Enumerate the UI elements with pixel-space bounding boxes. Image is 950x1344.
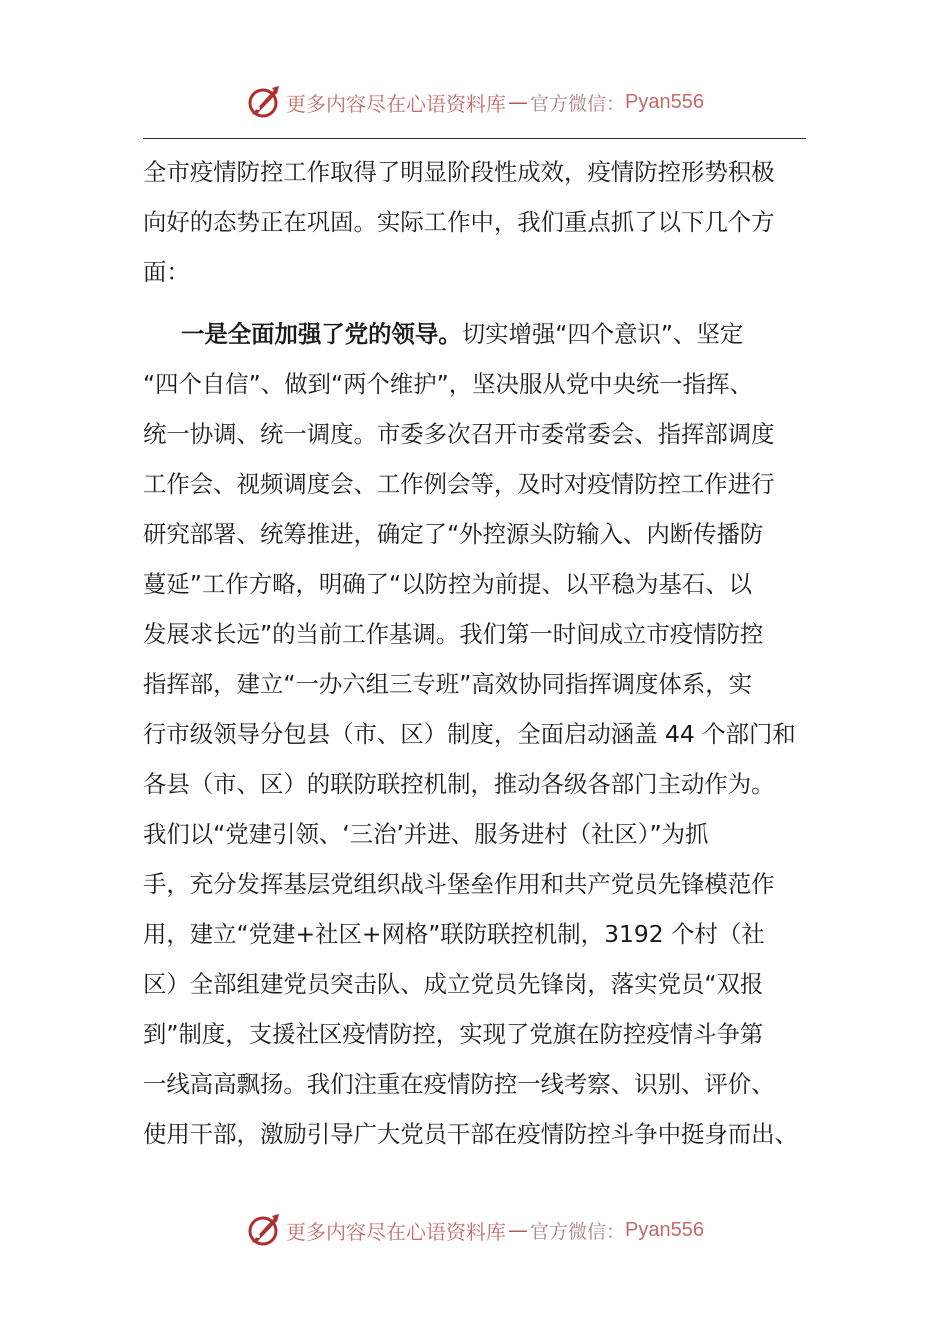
quill-pen-logo-icon — [246, 1212, 282, 1248]
paragraph-gap — [143, 297, 807, 309]
text-line: 发展求长远”的当前工作基调。我们第一时间成立市疫情防控 — [143, 620, 764, 648]
header-wechat-label: 官方微信： — [530, 92, 626, 115]
quill-pen-logo-icon — [246, 84, 282, 120]
text-line: 统一协调、统一调度。市委多次召开市委常委会、指挥部调度 — [143, 420, 775, 448]
header-divider — [143, 138, 806, 139]
section-heading: 一是全面加强了党的领导。 — [181, 320, 462, 348]
text-line: 面： — [143, 258, 190, 286]
footer-wechat-id: Pyan556 — [625, 1218, 704, 1241]
header-dash: — — [508, 90, 528, 114]
text-segment: 切实增强“四个意识”、坚定 — [461, 320, 744, 348]
text-line: 向好的态势正在巩固。实际工作中，我们重点抓了以下几个方 — [143, 208, 775, 236]
document-body — [143, 147, 807, 1159]
text-line: 全市疫情防控工作取得了明显阶段性成效，疫情防控形势积极 — [143, 158, 775, 186]
footer-wechat-label: 官方微信： — [530, 1220, 626, 1243]
text-line: 我们以“党建引领、‘三治’并进、服务进村（社区）”为抓 — [143, 820, 709, 848]
header-banner — [0, 80, 950, 124]
text-line: 工作会、视频调度会、工作例会等，及时对疫情防控工作进行 — [143, 470, 775, 498]
text-line: 区）全部组建党员突击队、成立党员先锋岗，落实党员“双报 — [143, 970, 764, 998]
header-wechat-id: Pyan556 — [625, 90, 704, 113]
footer-slogan: 更多内容尽在心语资料库 — [286, 1219, 506, 1244]
text-line: “四个自信”、做到“两个维护”，坚决服从党中央统一指挥、 — [143, 370, 753, 398]
text-line: 指挥部，建立“一办六组三专班”高效协同指挥调度体系，实 — [143, 670, 752, 698]
text-line: 行市级领导分包县（市、区）制度，全面启动涵盖 44 个部门和 — [143, 720, 796, 748]
text-line: 用，建立“党建+社区+网格”联防联控机制，3192 个村（社 — [143, 920, 765, 948]
text-line: 蔓延”工作方略，明确了“以防控为前提、以平稳为基石、以 — [143, 570, 752, 598]
text-line: 手，充分发挥基层党组织战斗堡垒作用和共产党员先锋模范作 — [143, 870, 775, 898]
text-line: 使用干部，激励引导广大党员干部在疫情防控斗争中挺身而出、 — [143, 1120, 798, 1148]
header-slogan: 更多内容尽在心语资料库 — [286, 91, 506, 116]
footer-dash: — — [508, 1218, 528, 1242]
text-line: 一线高高飘扬。我们注重在疫情防控一线考察、识别、评价、 — [143, 1070, 775, 1098]
text-line: 到”制度，支援社区疫情防控，实现了党旗在防控疫情斗争第 — [143, 1020, 764, 1048]
text-line: 研究部署、统筹推进，确定了“外控源头防输入、内断传播防 — [143, 520, 764, 548]
text-line: 各县（市、区）的联防联控机制，推动各级各部门主动作为。 — [143, 770, 775, 798]
paragraph-first-line — [143, 309, 807, 359]
footer-banner — [0, 1208, 950, 1252]
